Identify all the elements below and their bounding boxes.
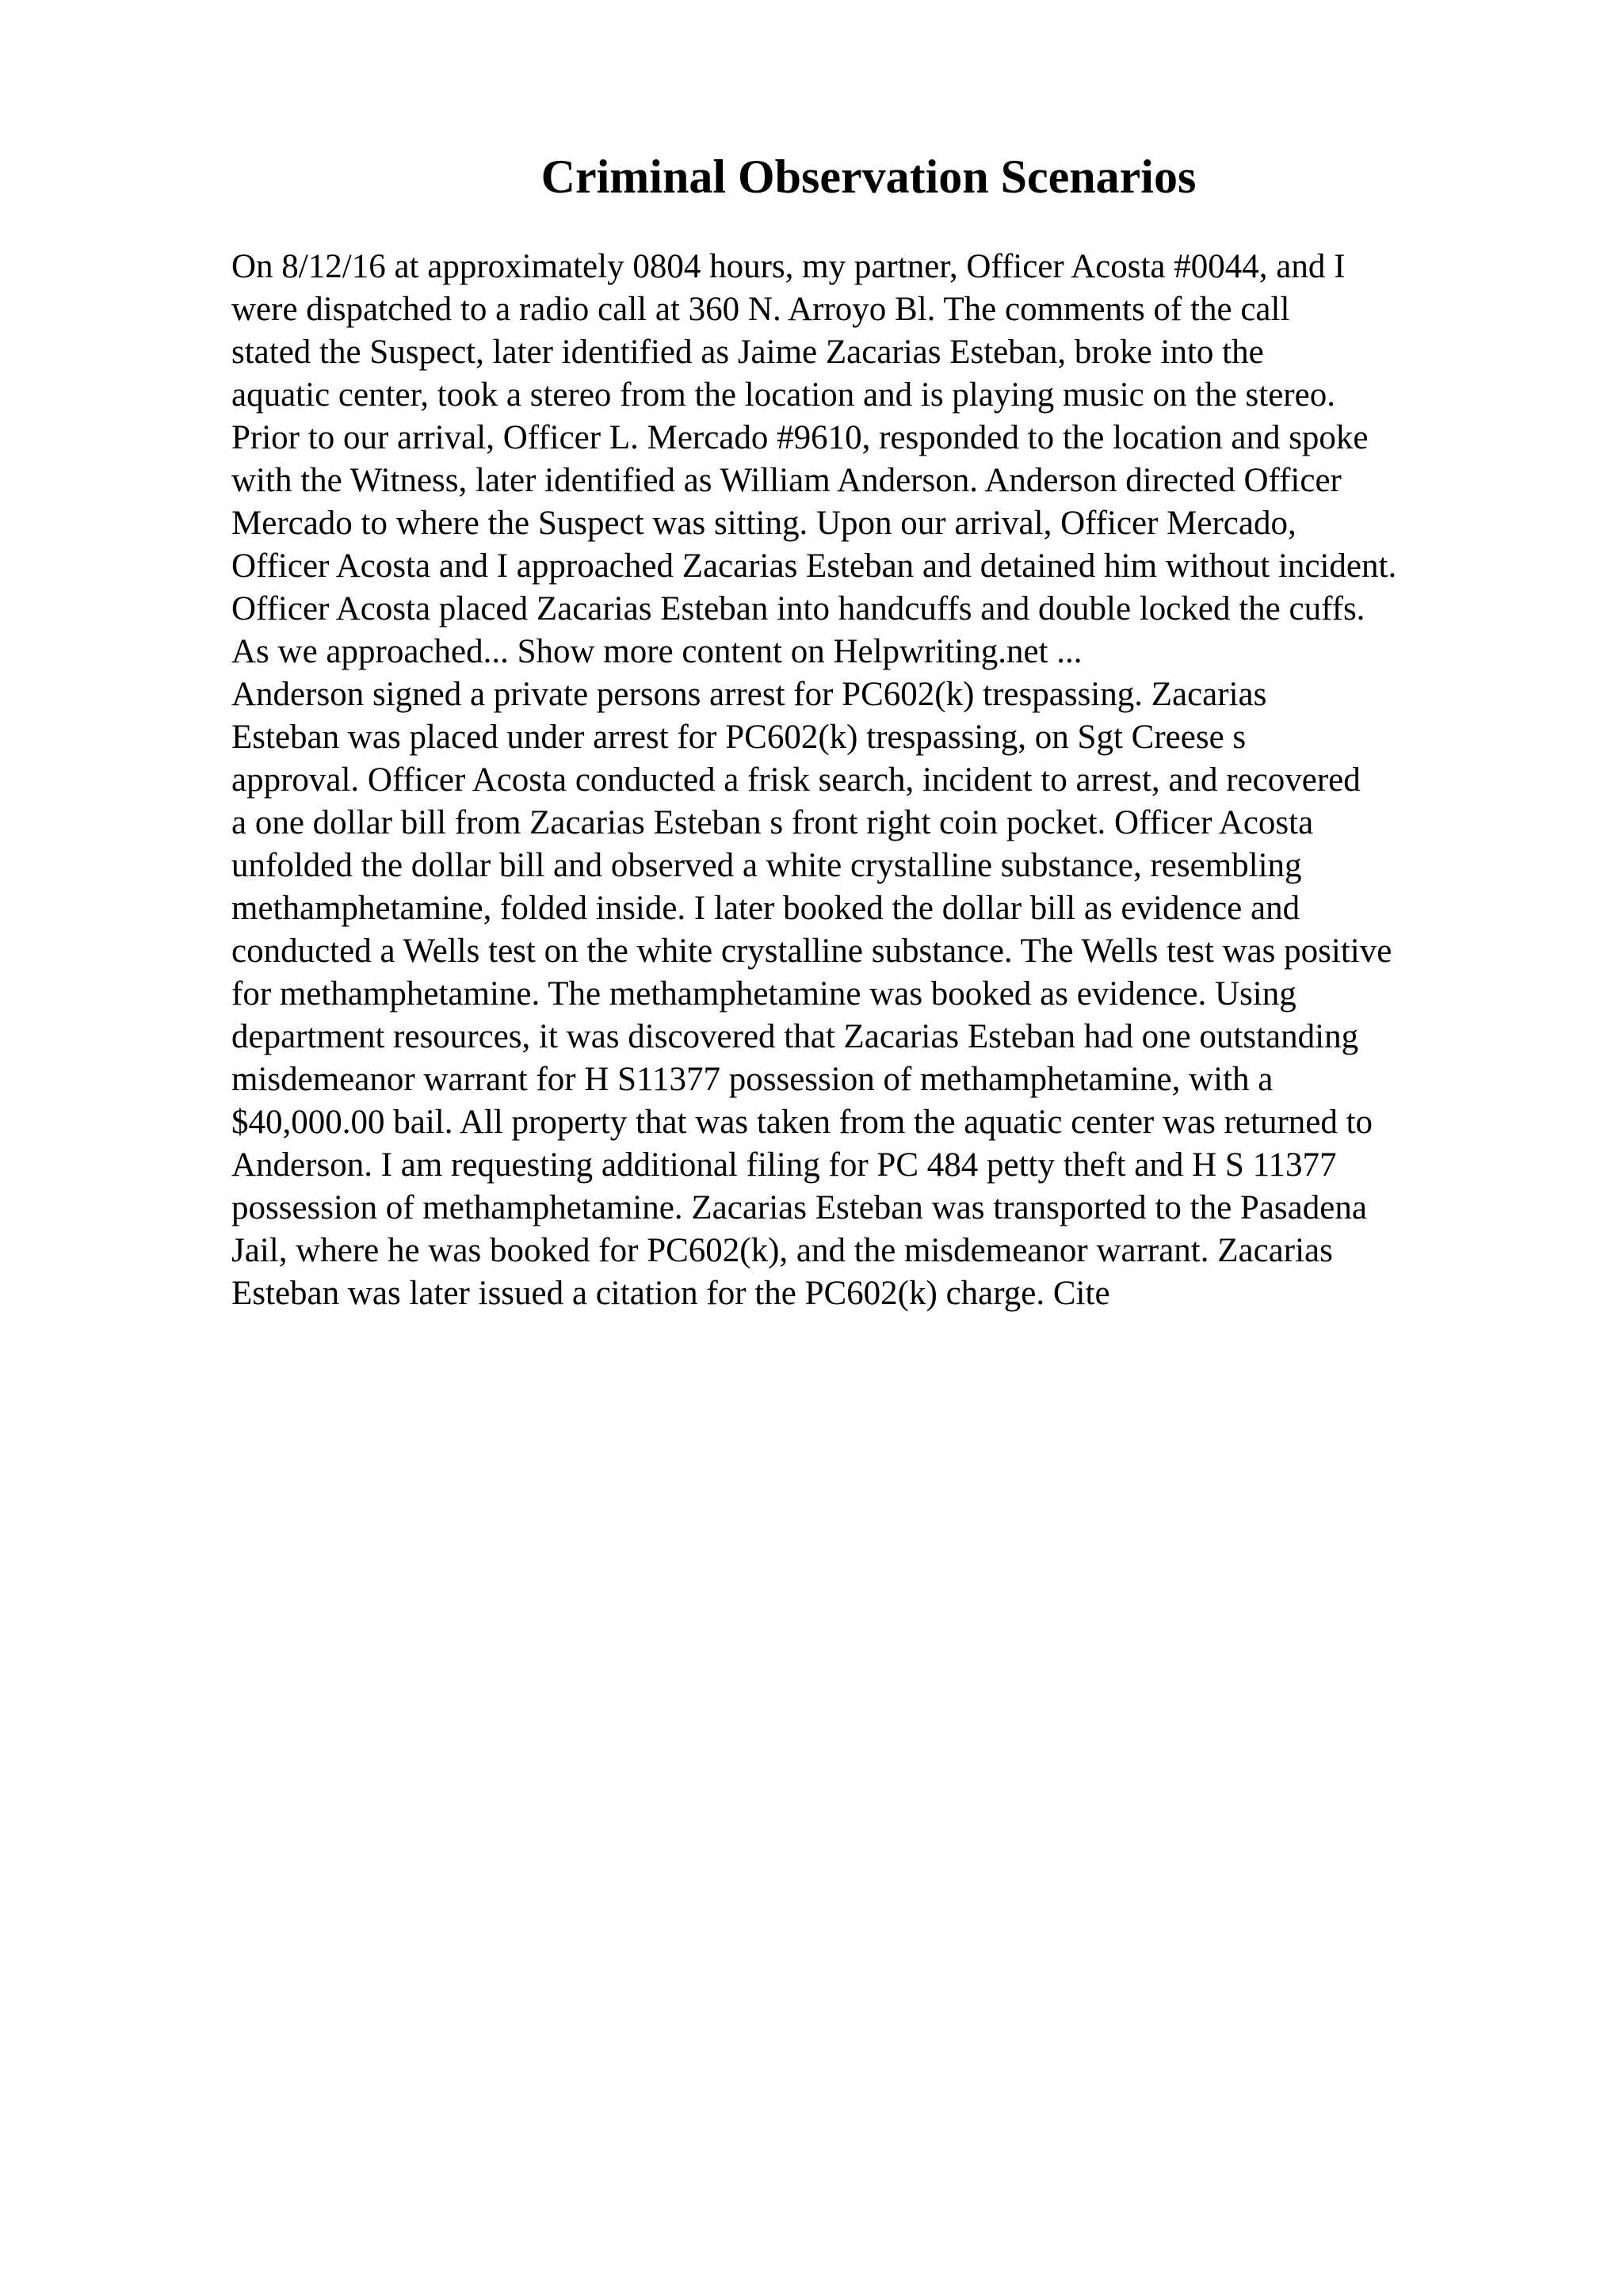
text-line: methamphetamine, folded inside. I later booked the dollar bill as evidence and	[231, 890, 1300, 927]
text-line: aquatic center, took a stereo from the location and is playing music on the stereo.	[231, 376, 1335, 414]
text-line: Anderson. I am requesting additional filing for PC 484 petty theft and H S 11377	[231, 1146, 1337, 1184]
text-line: Officer Acosta and I approached Zacarias Esteban and detained him without incident.	[231, 547, 1397, 585]
text-line: Mercado to where the Suspect was sitting. Upon our arrival, Officer Mercado,	[231, 505, 1296, 542]
text-line: were dispatched to a radio call at 360 N. Arroyo Bl. The comments of the call	[231, 291, 1290, 328]
text-line: possession of methamphetamine. Zacarias Esteban was transported to the Pasadena	[231, 1189, 1367, 1226]
text-line: for methamphetamine. The methamphetamine was booked as evidence. Using	[231, 975, 1296, 1013]
text-line: department resources, it was discovered that Zacarias Esteban had one outstanding	[231, 1018, 1359, 1055]
text-line: approval. Officer Acosta conducted a frisk search, incident to arrest, and recovered	[231, 761, 1361, 799]
text-line: Esteban was placed under arrest for PC602(k) trespassing, on Sgt Creese s	[231, 719, 1247, 756]
text-line: misdemeanor warrant for H S11377 possession of methamphetamine, with a	[231, 1061, 1274, 1098]
paragraph-1	[231, 246, 1515, 673]
text-line: Officer Acosta placed Zacarias Esteban into handcuffs and double locked the cuffs.	[231, 590, 1365, 627]
document-title: Criminal Observation Scenarios	[540, 151, 1197, 203]
text-line: As we approached... Show more content on Helpwriting.net ...	[231, 633, 1083, 670]
paragraph-2	[231, 673, 1515, 1315]
text-line: Prior to our arrival, Officer L. Mercado #9610, responded to the location and spoke	[231, 419, 1369, 456]
text-line: $40,000.00 bail. All property that was taken from the aquatic center was returned to	[231, 1104, 1373, 1141]
text-line: Esteban was later issued a citation for the PC602(k) charge. Cite	[231, 1275, 1110, 1312]
text-line: On 8/12/16 at approximately 0804 hours, my partner, Officer Acosta #0044, and I	[231, 248, 1346, 285]
text-line: conducted a Wells test on the white crystalline substance. The Wells test was positive	[231, 933, 1392, 970]
document-body	[231, 246, 1515, 1315]
text-line: stated the Suspect, later identified as Jaime Zacarias Esteban, broke into the	[231, 334, 1264, 371]
text-line: with the Witness, later identified as William Anderson. Anderson directed Officer	[231, 462, 1342, 499]
text-line: Jail, where he was booked for PC602(k), and the misdemeanor warrant. Zacarias	[231, 1232, 1333, 1269]
text-line: Anderson signed a private persons arrest for PC602(k) trespassing. Zacarias	[231, 676, 1267, 713]
text-line: unfolded the dollar bill and observed a white crystalline substance, resembling	[231, 847, 1302, 884]
text-line: a one dollar bill from Zacarias Esteban s front right coin pocket. Officer Acosta	[231, 804, 1314, 841]
